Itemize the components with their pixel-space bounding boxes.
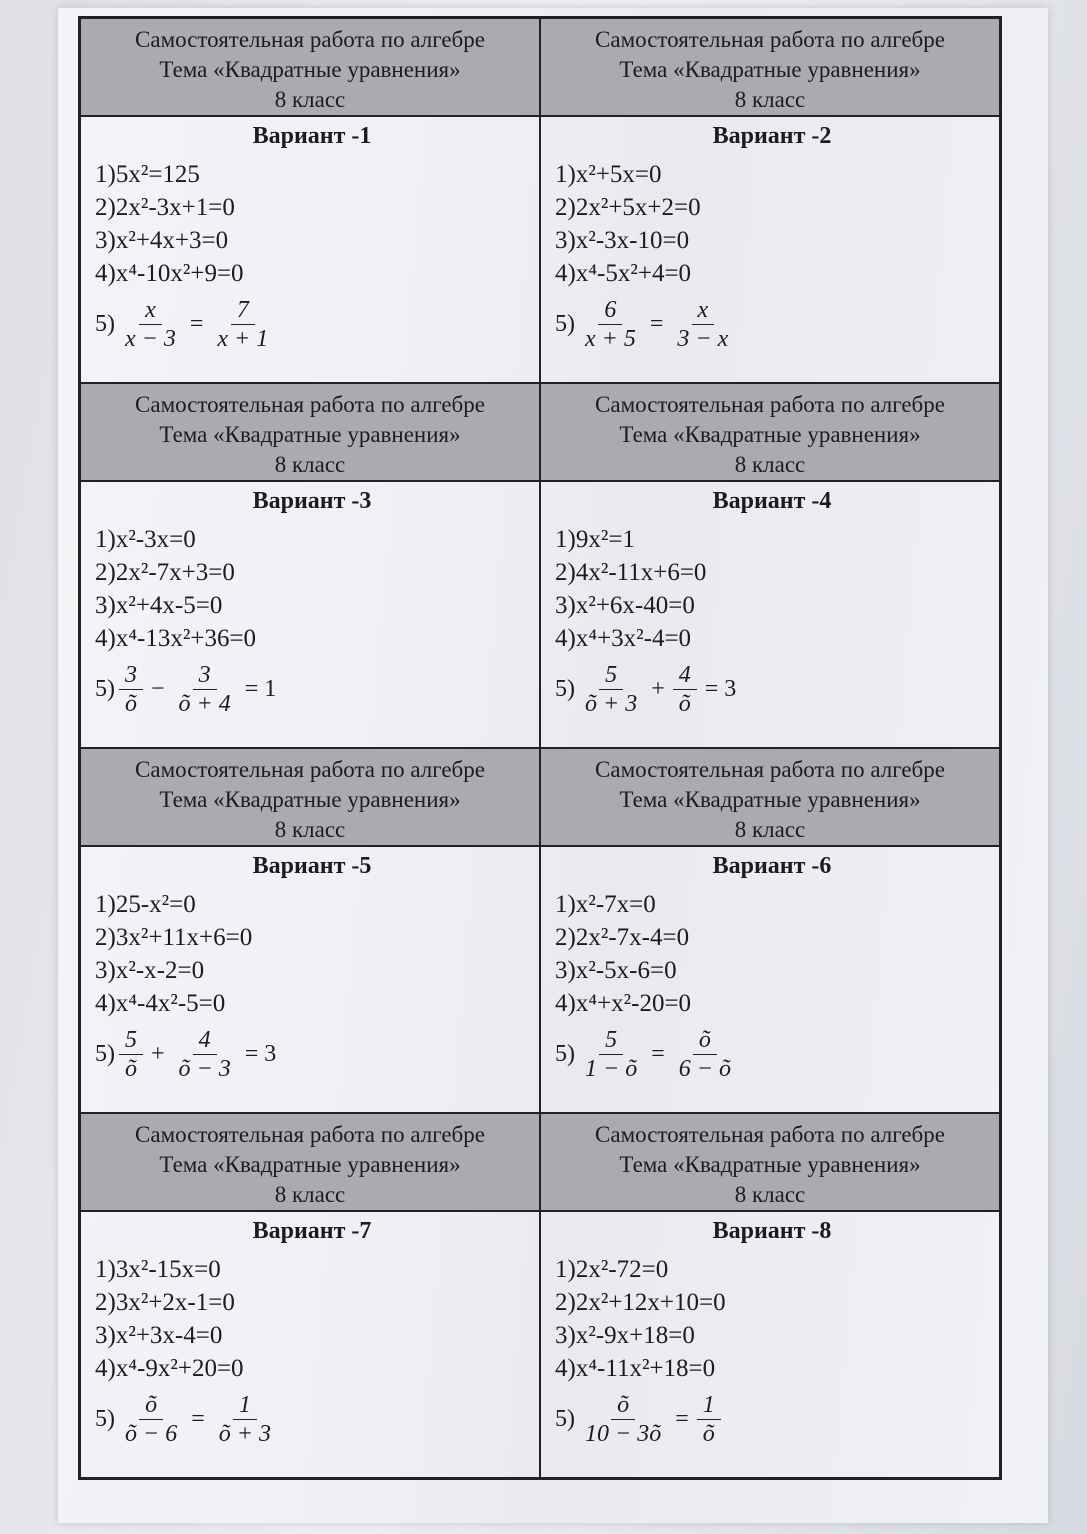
fraction-1 (579, 296, 642, 353)
task-2: 2)2x²+5x+2=0 (555, 194, 701, 221)
task-4: 4)x⁴-13x²+36=0 (95, 625, 257, 652)
header-grade: 8 класс (274, 817, 346, 842)
operator: = (651, 1041, 665, 1067)
task-1: 1)2x²-72=0 (555, 1256, 669, 1283)
task-4: 4)x⁴-4x²-5=0 (95, 990, 226, 1017)
task-5 (95, 1026, 529, 1083)
header-topic: Тема «Квадратные уравнения» (619, 422, 921, 447)
header-topic: Тема «Квадратные уравнения» (159, 57, 461, 82)
task-5-label: 5) (555, 676, 575, 702)
task-1: 1)x²-7x=0 (555, 891, 656, 918)
task-3: 3)x²-x-2=0 (95, 957, 205, 984)
task-5-label: 5) (95, 1406, 115, 1432)
fraction-2 (173, 1026, 237, 1083)
task-2: 2)3x²+2x-1=0 (95, 1289, 235, 1316)
operator: = (191, 1406, 205, 1432)
fraction-2-denominator: õ (678, 691, 691, 717)
variant-card-8 (540, 1113, 1000, 1478)
fraction-1-denominator: õ − 6 (125, 1421, 178, 1447)
fraction-2-numerator: 4 (673, 661, 697, 690)
task-5-label: 5) (95, 1041, 115, 1067)
fraction-1-numerator: õ (139, 1391, 163, 1420)
fraction-2 (671, 296, 734, 353)
variant-title: Вариант -7 (252, 1218, 372, 1244)
fraction-2-denominator: x + 1 (217, 326, 269, 352)
fraction-2 (697, 1391, 721, 1448)
card-header (541, 384, 999, 482)
card-body (541, 117, 999, 382)
task-2: 2)2x²+12x+10=0 (555, 1289, 726, 1316)
card-body (541, 847, 999, 1112)
task-2: 2)2x²-7x-4=0 (555, 924, 690, 951)
task-1: 1)9x²=1 (555, 526, 635, 553)
fraction-2-numerator: 1 (233, 1391, 257, 1420)
variant-card-3 (80, 383, 540, 748)
card-header (81, 749, 539, 847)
fraction-1-numerator: 6 (598, 296, 622, 325)
header-grade: 8 класс (734, 1182, 806, 1207)
variant-title: Вариант -8 (712, 1218, 832, 1244)
variant-card-2 (540, 18, 1000, 383)
fraction-1-denominator: 1 − õ (585, 1056, 638, 1082)
header-title: Самостоятельная работа по алгебре (135, 392, 485, 417)
task-2: 2)4x²-11x+6=0 (555, 559, 707, 586)
variant-title: Вариант -4 (712, 488, 832, 514)
header-title: Самостоятельная работа по алгебре (135, 1122, 485, 1147)
task-1: 1)5x²=125 (95, 161, 200, 188)
header-topic: Тема «Квадратные уравнения» (619, 787, 921, 812)
fraction-1 (579, 661, 643, 718)
fraction-2-numerator: 7 (231, 296, 255, 325)
operator: + (151, 1041, 165, 1067)
variant-title: Вариант -1 (252, 123, 372, 149)
task-4: 4)x⁴+x²-20=0 (555, 990, 692, 1017)
right-hand-side: = 1 (244, 676, 277, 702)
task-1: 1)x²+5x=0 (555, 161, 662, 188)
variant-card-7 (80, 1113, 540, 1478)
variants-grid (78, 16, 1002, 1480)
card-header (81, 1114, 539, 1212)
task-3: 3)x²+4x-5=0 (95, 592, 223, 619)
fraction-1 (119, 1026, 143, 1083)
fraction-1-numerator: x (139, 296, 162, 325)
task-3: 3)x²-9x+18=0 (555, 1322, 695, 1349)
fraction-2-numerator: 3 (193, 661, 217, 690)
variant-card-5 (80, 748, 540, 1113)
task-4: 4)x⁴+3x²-4=0 (555, 625, 692, 652)
fraction-2 (173, 661, 237, 718)
card-body (541, 1212, 999, 1477)
task-5-label: 5) (95, 676, 115, 702)
variant-title: Вариант -5 (252, 853, 372, 879)
fraction-1-numerator: 5 (119, 1026, 143, 1055)
task-1: 1)x²-3x=0 (95, 526, 196, 553)
task-2: 2)2x²-7x+3=0 (95, 559, 235, 586)
fraction-2-numerator: 4 (193, 1026, 217, 1055)
task-5 (95, 296, 529, 353)
fraction-2-denominator: 3 − x (677, 326, 729, 352)
fraction-1-denominator: õ (125, 1056, 137, 1082)
fraction-1-denominator: x + 5 (585, 326, 636, 352)
task-5-label: 5) (555, 311, 575, 337)
task-1: 1)25-x²=0 (95, 891, 196, 918)
card-header (541, 749, 999, 847)
task-2: 2)3x²+11x+6=0 (95, 924, 253, 951)
task-4: 4)x⁴-11x²+18=0 (555, 1355, 716, 1382)
header-topic: Тема «Квадратные уравнения» (159, 422, 461, 447)
task-3: 3)x²-5x-6=0 (555, 957, 677, 984)
fraction-1 (119, 1391, 183, 1448)
task-5-label: 5) (555, 1406, 575, 1432)
fraction-1-denominator: õ (125, 691, 137, 717)
fraction-1-numerator: 5 (599, 1026, 623, 1055)
fraction-2-denominator: õ + 3 (218, 1421, 271, 1447)
card-header (541, 1114, 999, 1212)
variant-card-6 (540, 748, 1000, 1113)
task-5 (95, 661, 529, 718)
operator: = (649, 311, 664, 337)
card-body (81, 482, 539, 747)
task-3: 3)x²-3x-10=0 (555, 227, 690, 254)
fraction-2 (211, 296, 274, 353)
header-grade: 8 класс (734, 452, 806, 477)
right-hand-side: = 3 (704, 676, 737, 702)
card-body (81, 847, 539, 1112)
fraction-2-denominator: õ − 3 (178, 1056, 231, 1082)
fraction-1 (579, 1391, 667, 1448)
header-topic: Тема «Квадратные уравнения» (159, 1152, 461, 1177)
task-4: 4)x⁴-9x²+20=0 (95, 1355, 244, 1382)
header-topic: Тема «Квадратные уравнения» (619, 57, 921, 82)
operator: = (675, 1406, 689, 1432)
header-title: Самостоятельная работа по алгебре (135, 27, 485, 52)
card-body (81, 117, 539, 382)
task-3: 3)x²+4x+3=0 (95, 227, 229, 254)
header-title: Самостоятельная работа по алгебре (135, 757, 485, 782)
fraction-1 (579, 1026, 643, 1083)
card-header (81, 384, 539, 482)
task-5 (555, 296, 989, 353)
fraction-1-numerator: 5 (599, 661, 623, 690)
card-header (541, 19, 999, 117)
fraction-1 (119, 296, 182, 353)
header-topic: Тема «Квадратные уравнения» (159, 787, 461, 812)
operator: + (651, 676, 665, 702)
fraction-1-denominator: 10 − 3õ (585, 1421, 662, 1447)
variant-title: Вариант -3 (252, 488, 372, 514)
task-5-label: 5) (95, 311, 115, 337)
operator: − (151, 676, 165, 702)
variant-title: Вариант -2 (712, 123, 832, 149)
worksheet-paper (58, 8, 1048, 1523)
card-body (541, 482, 999, 747)
task-5 (555, 1026, 989, 1083)
header-title: Самостоятельная работа по алгебре (595, 757, 945, 782)
fraction-2-denominator: õ + 4 (178, 691, 231, 717)
fraction-2-numerator: 1 (697, 1391, 721, 1420)
task-5-label: 5) (555, 1041, 575, 1067)
header-topic: Тема «Квадратные уравнения» (619, 1152, 921, 1177)
header-grade: 8 класс (734, 87, 806, 112)
task-3: 3)x²+6x-40=0 (555, 592, 695, 619)
header-title: Самостоятельная работа по алгебре (595, 1122, 945, 1147)
fraction-1 (119, 661, 143, 718)
task-5 (95, 1391, 529, 1448)
fraction-2 (673, 1026, 737, 1083)
header-grade: 8 класс (274, 1182, 346, 1207)
fraction-1-denominator: x − 3 (125, 326, 176, 352)
header-grade: 8 класс (274, 452, 346, 477)
card-body (81, 1212, 539, 1477)
fraction-2 (673, 661, 697, 718)
task-4: 4)x⁴-5x²+4=0 (555, 260, 692, 287)
right-hand-side: = 3 (244, 1041, 277, 1067)
header-title: Самостоятельная работа по алгебре (595, 27, 945, 52)
task-4: 4)x⁴-10x²+9=0 (95, 260, 244, 287)
fraction-2-numerator: x (692, 296, 715, 325)
task-2: 2)2x²-3x+1=0 (95, 194, 235, 221)
header-grade: 8 класс (274, 87, 346, 112)
operator: = (189, 311, 204, 337)
variant-title: Вариант -6 (712, 853, 832, 879)
fraction-2 (213, 1391, 277, 1448)
fraction-2-denominator: 6 − õ (678, 1056, 731, 1082)
header-title: Самостоятельная работа по алгебре (595, 392, 945, 417)
fraction-2-denominator: õ (702, 1421, 715, 1447)
task-5 (555, 661, 989, 718)
fraction-1-numerator: õ (611, 1391, 635, 1420)
fraction-1-numerator: 3 (119, 661, 143, 690)
header-grade: 8 класс (734, 817, 806, 842)
task-3: 3)x²+3x-4=0 (95, 1322, 223, 1349)
fraction-2-numerator: õ (693, 1026, 717, 1055)
variant-card-4 (540, 383, 1000, 748)
variant-card-1 (80, 18, 540, 383)
task-1: 1)3x²-15x=0 (95, 1256, 221, 1283)
task-5 (555, 1391, 989, 1448)
card-header (81, 19, 539, 117)
fraction-1-denominator: õ + 3 (585, 691, 638, 717)
